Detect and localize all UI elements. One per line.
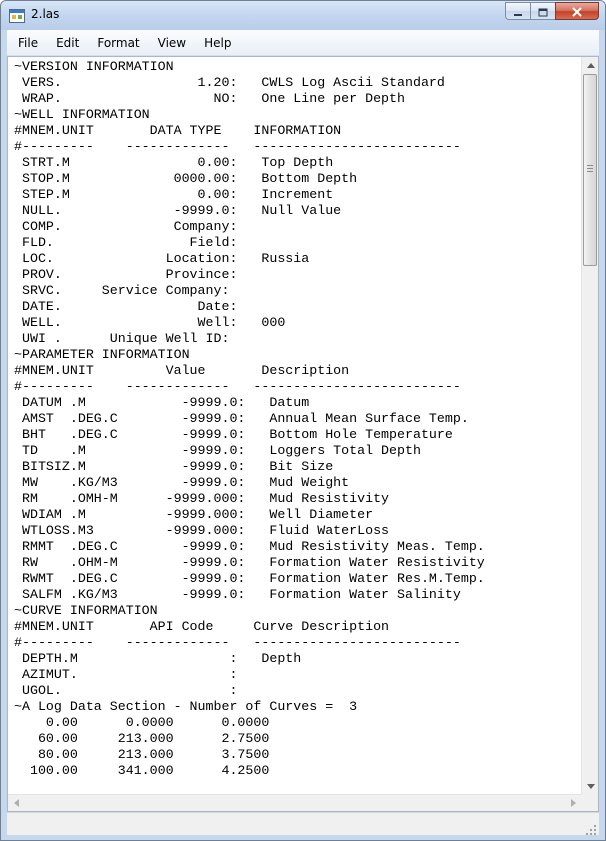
text-line: VERS. 1.20: CWLS Log Ascii Standard (14, 75, 445, 90)
text-line: STRT.M 0.00: Top Depth (14, 155, 334, 170)
window-title: 2.las (31, 7, 60, 21)
menu-edit[interactable]: Edit (56, 35, 80, 50)
close-button[interactable] (555, 2, 599, 20)
text-line: MW .KG/M3 -9999.0: Mud Weight (14, 475, 350, 490)
maximize-button[interactable] (530, 2, 556, 20)
text-line: ~A Log Data Section - Number of Curves = 3 (14, 699, 358, 714)
menu-help[interactable]: Help (204, 35, 232, 50)
text-line: 60.00 213.000 2.7500 (14, 731, 270, 746)
scroll-right-button[interactable] (565, 795, 582, 812)
text-line: ~PARAMETER INFORMATION (14, 347, 190, 362)
text-line: WDIAM .M -9999.000: Well Diameter (14, 507, 374, 522)
text-line: 0.00 0.0000 0.0000 (14, 715, 270, 730)
text-line: LOC. Location: Russia (14, 251, 310, 266)
text-line: RM .OMH-M -9999.000: Mud Resistivity (14, 491, 390, 506)
text-content-area[interactable] (8, 57, 582, 795)
text-line: ~CURVE INFORMATION (14, 603, 158, 618)
text-line: ~VERSION INFORMATION (14, 59, 174, 74)
text-line: RW .OHM-M -9999.0: Formation Water Resistivity (14, 555, 485, 570)
menu-bar (7, 30, 599, 56)
scroll-left-button[interactable] (8, 795, 25, 812)
text-line: #MNEM.UNIT API Code Curve Description (14, 619, 390, 634)
text-line: STEP.M 0.00: Increment (14, 187, 334, 202)
text-line: DATE. Date: (14, 299, 238, 314)
text-line: RMMT .DEG.C -9999.0: Mud Resistivity Meas. Temp. (14, 539, 485, 554)
menu-view[interactable]: View (157, 35, 187, 50)
text-line: COMP. Company: (14, 219, 238, 234)
scrollbar-corner (581, 794, 598, 811)
text-line: BHT .DEG.C -9999.0: Bottom Hole Temperature (14, 427, 453, 442)
text-line: SRVC. Service Company: (14, 283, 230, 298)
minimize-button[interactable] (505, 2, 531, 20)
text-line: #--------- ------------- -------------------------- (14, 139, 461, 154)
text-line: WTLOSS.M3 -9999.000: Fluid WaterLoss (14, 523, 390, 538)
scroll-right-arrow-icon (571, 799, 576, 809)
text-line: DEPTH.M : Depth (14, 651, 302, 666)
scroll-left-arrow-icon (14, 799, 19, 809)
text-line: #MNEM.UNIT DATA TYPE INFORMATION (14, 123, 342, 138)
scroll-down-arrow-icon (587, 782, 595, 791)
vertical-scroll-thumb[interactable] (583, 74, 597, 266)
document-text[interactable] (8, 57, 582, 779)
text-line: #--------- ------------- -------------------------- (14, 635, 461, 650)
title-bar[interactable] (1, 1, 605, 30)
text-line: BITSIZ.M -9999.0: Bit Size (14, 459, 334, 474)
resize-grip-icon[interactable] (585, 821, 597, 833)
scroll-down-button[interactable] (582, 778, 599, 795)
text-line: PROV. Province: (14, 267, 238, 282)
text-line: SALFM .KG/M3 -9999.0: Formation Water Salinity (14, 587, 461, 602)
maximize-icon (538, 2, 548, 21)
text-line: ~WELL INFORMATION (14, 107, 150, 122)
text-line: DATUM .M -9999.0: Datum (14, 395, 310, 410)
horizontal-scrollbar[interactable] (8, 794, 582, 811)
text-line: WELL. Well: 000 (14, 315, 286, 330)
text-line: FLD. Field: (14, 235, 238, 250)
text-line: 80.00 213.000 3.7500 (14, 747, 270, 762)
text-line: TD .M -9999.0: Loggers Total Depth (14, 443, 421, 458)
text-line: 100.00 341.000 4.2500 (14, 763, 270, 778)
text-line: AMST .DEG.C -9999.0: Annual Mean Surface Temp. (14, 411, 469, 426)
text-line: #MNEM.UNIT Value Description (14, 363, 350, 378)
text-line: WRAP. NO: One Line per Depth (14, 91, 405, 106)
menu-format[interactable]: Format (97, 35, 140, 50)
text-line: RWMT .DEG.C -9999.0: Formation Water Res.M.Temp. (14, 571, 485, 586)
scroll-up-button[interactable] (582, 57, 599, 74)
close-icon (571, 2, 583, 21)
text-line: UWI . Unique Well ID: (14, 331, 230, 346)
text-line: NULL. -9999.0: Null Value (14, 203, 342, 218)
text-editor[interactable] (7, 56, 599, 812)
caption-buttons (506, 2, 599, 20)
status-bar (7, 812, 599, 835)
text-line: AZIMUT. : (14, 667, 238, 682)
text-line: UGOL. : (14, 683, 238, 698)
vertical-scrollbar[interactable] (581, 57, 598, 795)
app-window-icon[interactable] (9, 8, 25, 22)
minimize-icon (513, 2, 523, 21)
text-line: STOP.M 0000.00: Bottom Depth (14, 171, 358, 186)
text-line: #--------- ------------- -------------------------- (14, 379, 461, 394)
menu-file[interactable]: File (18, 35, 39, 50)
scroll-up-arrow-icon (587, 61, 595, 70)
